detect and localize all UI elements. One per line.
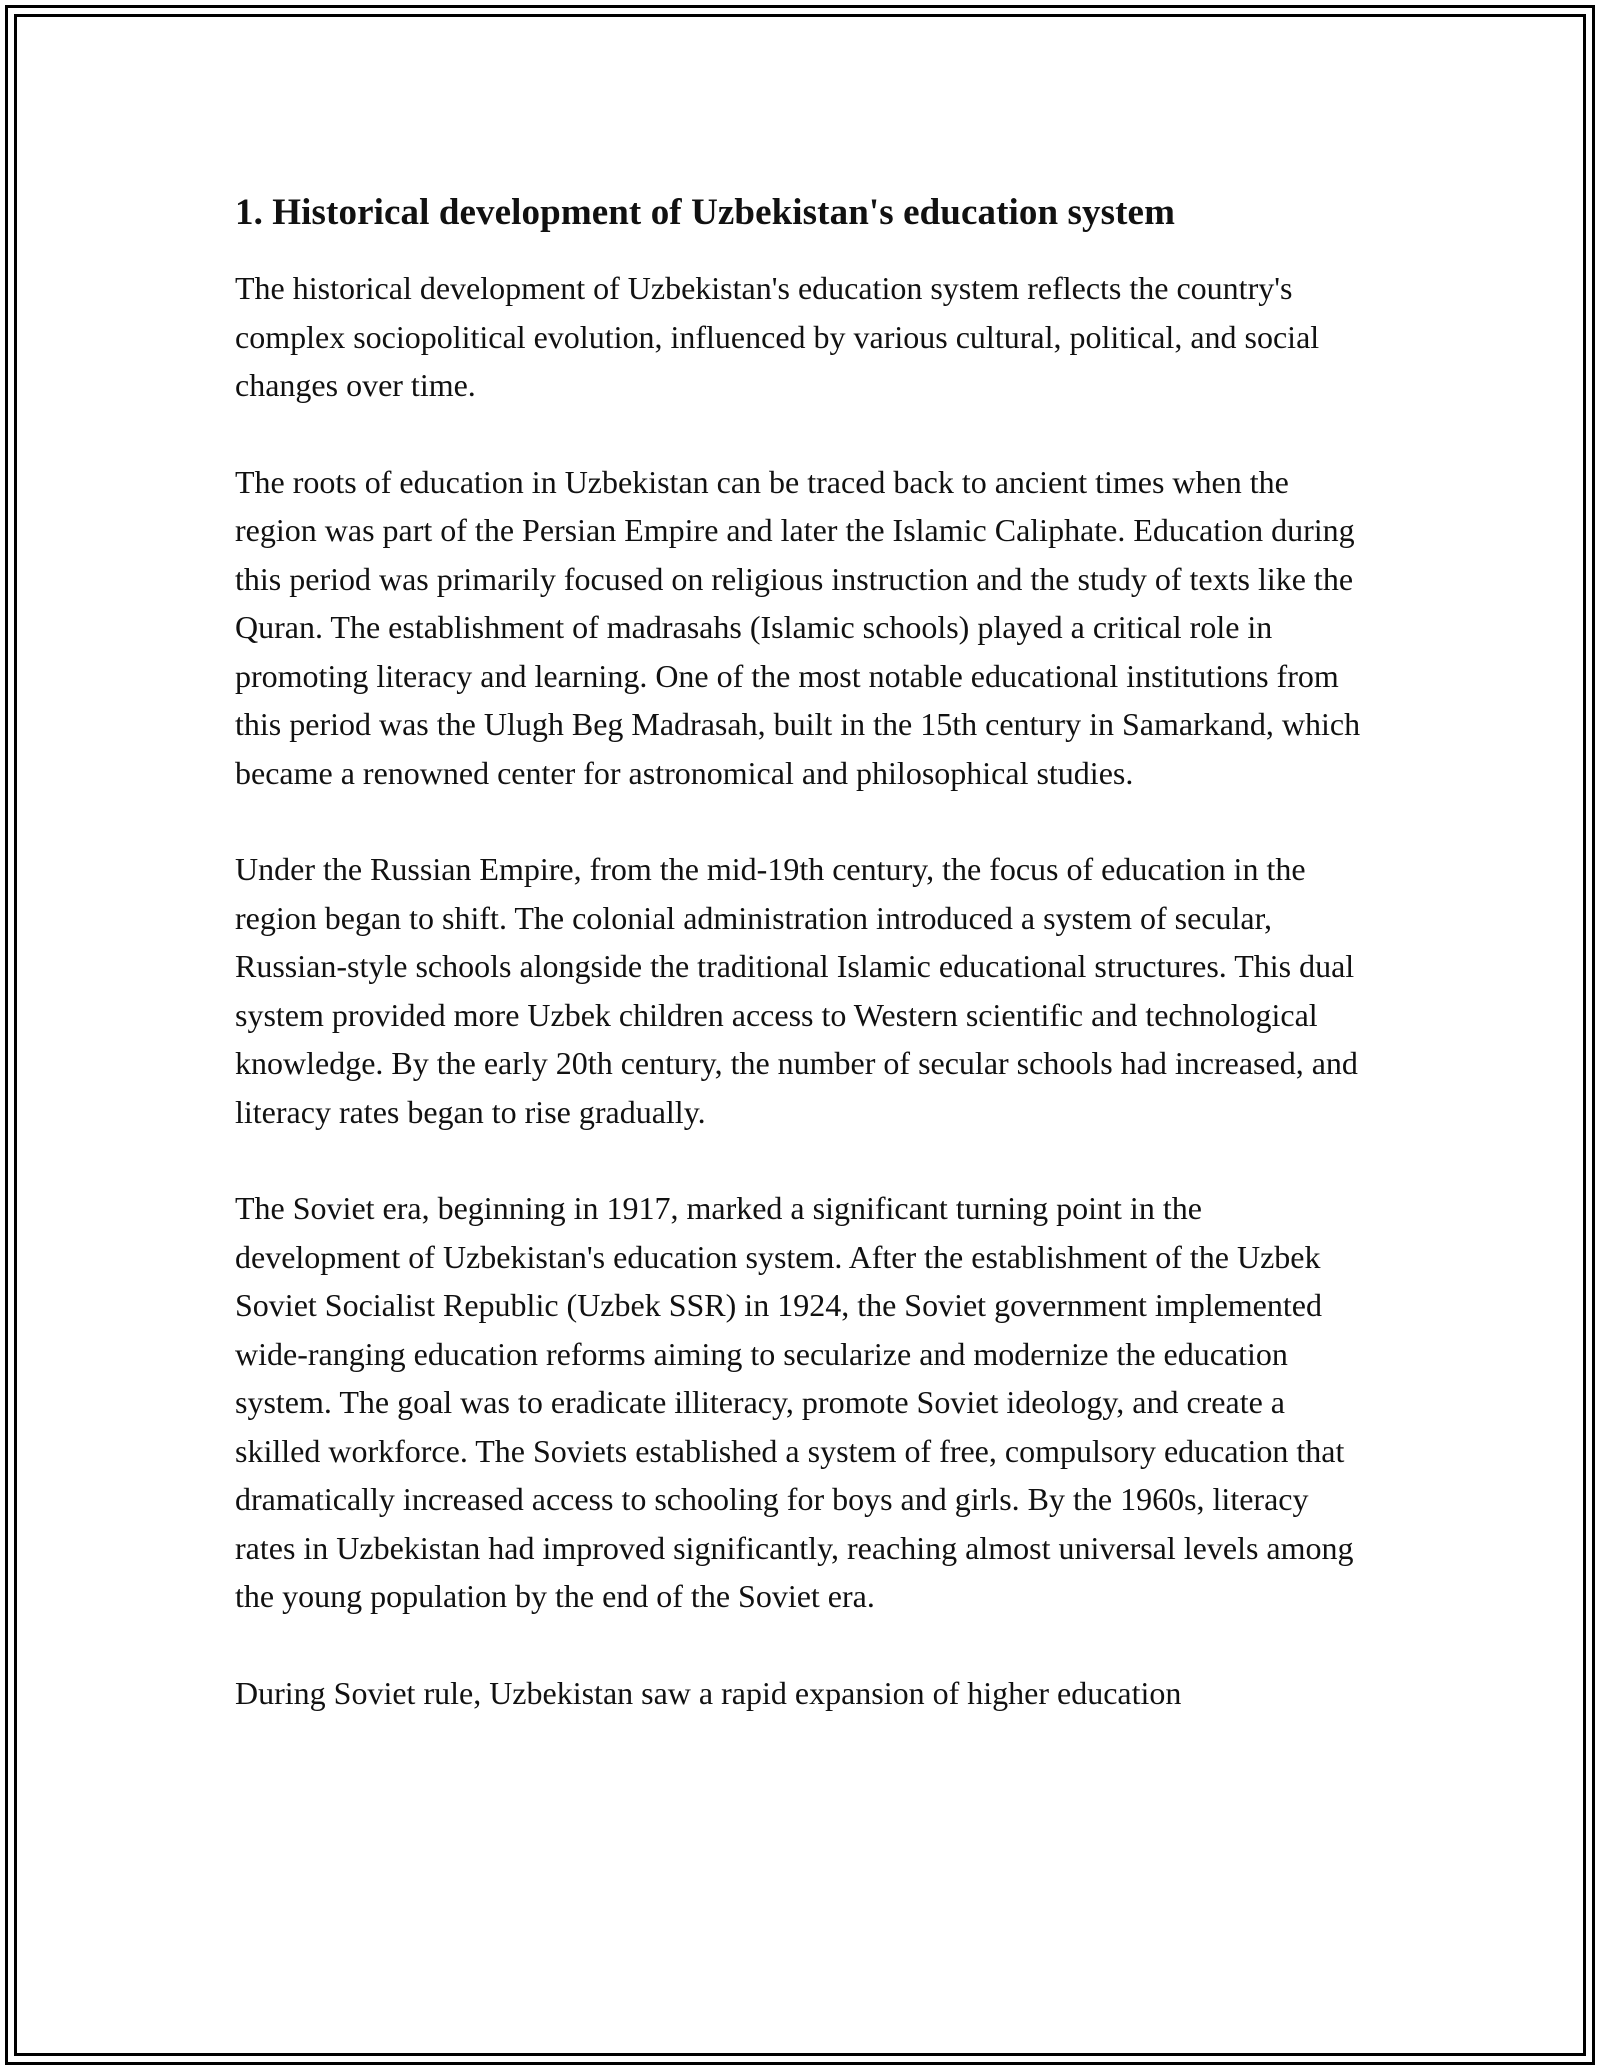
paragraph-ancient-roots: The roots of education in Uzbekistan can be traced back to ancient times when the region was part of the Persian Empire and later the Islamic Caliphate. Education during this period was primarily focused on religious instruction and the study of texts like the Quran. The establishment of madrasahs (Islamic schools) played a critical role in promoting literacy and learning. One of the most notable educational institutions from this period was the Ulugh Beg Madrasah, built in the 15th century in Samarkand, which became a renowned center for astronomical and philosophical studies.	[235, 463, 1361, 791]
paragraph-soviet-era: The Soviet era, beginning in 1917, marked a significant turning point in the development of Uzbekistan's education system. After the establishment of the Uzbek Soviet Socialist Republic (Uzbek SSR) in 1924, the Soviet government implemented wide-ranging education reforms aiming to secularize and modernize the education system. The goal was to eradicate illiteracy, promote Soviet ideology, and create a skilled workforce. The Soviets established a system of free, compulsory education that dramatically increased access to schooling for boys and girls. By the 1960s, literacy rates in Uzbekistan had improved significantly, reaching almost universal levels among the young population by the end of the Soviet era.	[235, 1190, 1354, 1614]
paragraph-russian-empire: Under the Russian Empire, from the mid-19th century, the focus of education in the region began to shift. The colonial administration introduced a system of secular, Russian-style schools alongside the traditional Islamic educational structures. This dual system provided more Uzbek children access to Western scientific and technological knowledge. By the early 20th century, the number of secular schools had increased, and literacy rates began to rise gradually.	[235, 851, 1358, 1130]
document-body	[235, 190, 1365, 1765]
paragraph-intro: The historical development of Uzbekistan's education system reflects the country's complex sociopolitical evolution, influenced by various cultural, political, and social changes over time.	[235, 270, 1320, 403]
paragraph-soviet-higher-education: During Soviet rule, Uzbekistan saw a rapid expansion of higher education	[235, 1674, 1182, 1711]
section-heading: 1. Historical development of Uzbekistan's education system	[235, 192, 1175, 233]
